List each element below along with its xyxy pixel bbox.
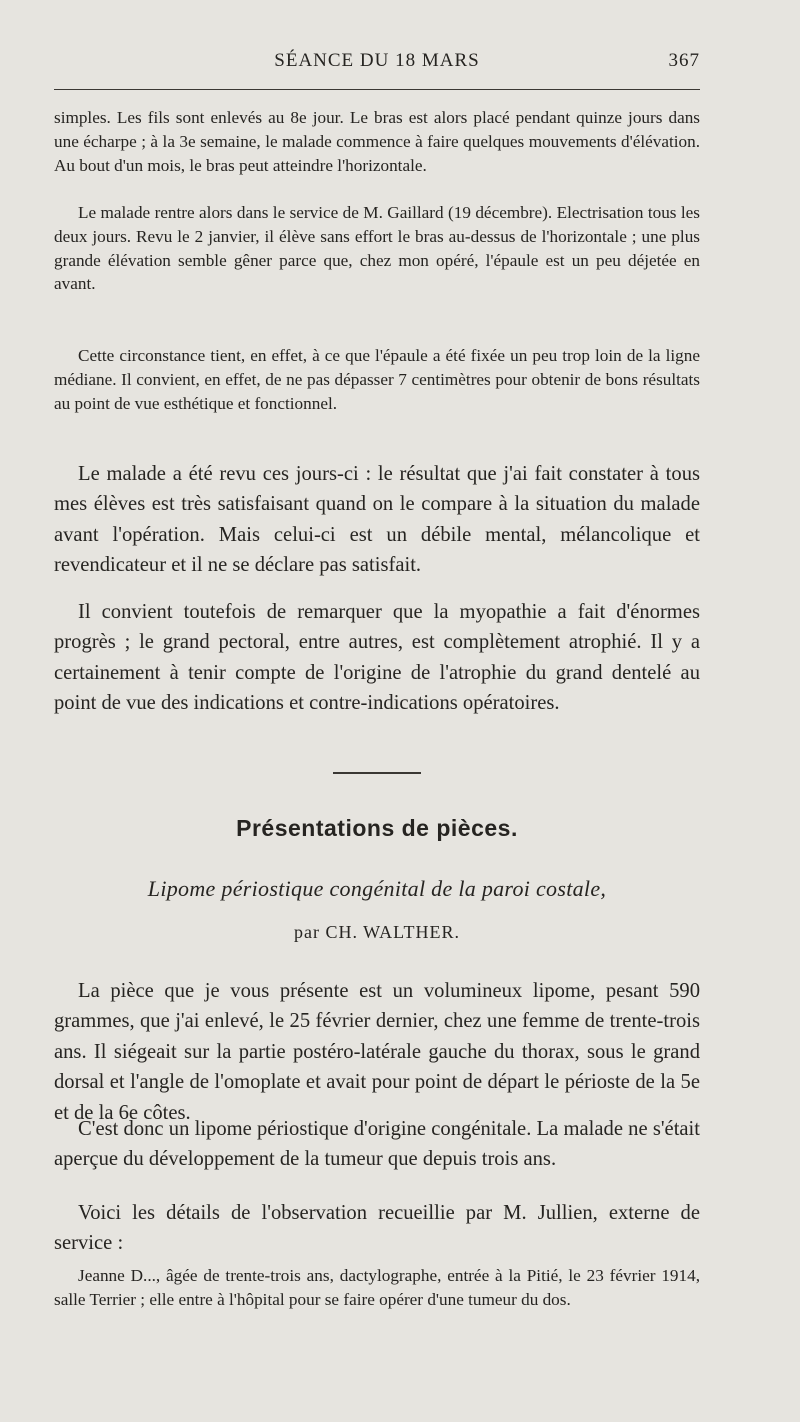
paragraph-text: Le malade a été revu ces jours-ci : le résultat que j'ai fait constater à tous mes élèves est très satisfaisant quand on le compare à la situation du malade avant l'opération. Mais celui-ci est un débile mental, mélancolique et revendicateur et il ne se déclare pas satisfait. bbox=[54, 463, 700, 577]
document-page bbox=[54, 0, 700, 1422]
paragraph bbox=[54, 201, 700, 296]
paragraph-text: Cette circonstance tient, en effet, à ce que l'épaule a été fixée un peu trop loin de la ligne médiane. Il convient, en effet, de ne pas dépasser 7 centimètres pour obtenir de bons résultats au point de vue esthétique et fonctionnel. bbox=[54, 346, 700, 413]
paragraph-text: C'est donc un lipome périostique d'origine congénitale. La malade ne s'était aperçue du développement de la tumeur que depuis trois ans. bbox=[54, 1118, 700, 1171]
article-author: par CH. WALTHER. bbox=[294, 922, 460, 942]
paragraph bbox=[54, 976, 700, 1128]
section-separator bbox=[333, 772, 421, 774]
paragraph-text: Jeanne D..., âgée de trente-trois ans, dactylographe, entrée à la Pitié, le 23 février 1914, salle Terrier ; elle entre à l'hôpital pour se faire opérer d'une tumeur du dos. bbox=[54, 1266, 700, 1309]
page-number: 367 bbox=[668, 50, 700, 71]
paragraph-text: Le malade rentre alors dans le service de M. Gaillard (19 décembre). Electrisation tous les deux jours. Revu le 2 janvier, il élève sans effort le bras au-dessus de l'horizontale ; une plus grande élévation semble gêner parce que, chez mon opéré, l'épaule est un peu déjetée en avant. bbox=[54, 203, 700, 294]
paragraph-text: Voici les détails de l'observation recueillie par M. Jullien, externe de service : bbox=[54, 1202, 700, 1255]
paragraph bbox=[54, 106, 700, 177]
paragraph bbox=[54, 459, 700, 581]
paragraph bbox=[54, 1264, 700, 1312]
paragraph bbox=[54, 597, 700, 719]
paragraph-text: La pièce que je vous présente est un volumineux lipome, pesant 590 grammes, que j'ai enlevé, le 25 février dernier, chez une femme de trente-trois ans. Il siégeait sur la partie postéro-latérale gauche du thorax, sous le grand dorsal et l'angle de l'omoplate et avait pour point de départ le périoste de la 5e et de la 6e côtes. bbox=[54, 980, 700, 1124]
running-header bbox=[54, 50, 700, 74]
paragraph-text: Il convient toutefois de remarquer que la myopathie a fait d'énormes progrès ; le grand pectoral, entre autres, est complètement atrophié. Il y a certainement à tenir compte de l'origine de l'atrophie du grand dentelé au point de vue des indications et contre-indications opératoires. bbox=[54, 601, 700, 715]
section-heading: Présentations de pièces. bbox=[236, 815, 518, 841]
running-title: SÉANCE DU 18 MARS bbox=[274, 50, 480, 71]
paragraph bbox=[54, 344, 700, 415]
paragraph-text: simples. Les fils sont enlevés au 8e jour. Le bras est alors placé pendant quinze jours dans une écharpe ; à la 3e semaine, le malade commence à faire quelques mouvements d'élévation. Au bout d'un mois, le bras peut atteindre l'horizontale. bbox=[54, 108, 700, 175]
header-rule bbox=[54, 89, 700, 90]
paragraph bbox=[54, 1114, 700, 1175]
article-title: Lipome périostique congénital de la paroi costale, bbox=[147, 876, 607, 901]
paragraph bbox=[54, 1198, 700, 1259]
